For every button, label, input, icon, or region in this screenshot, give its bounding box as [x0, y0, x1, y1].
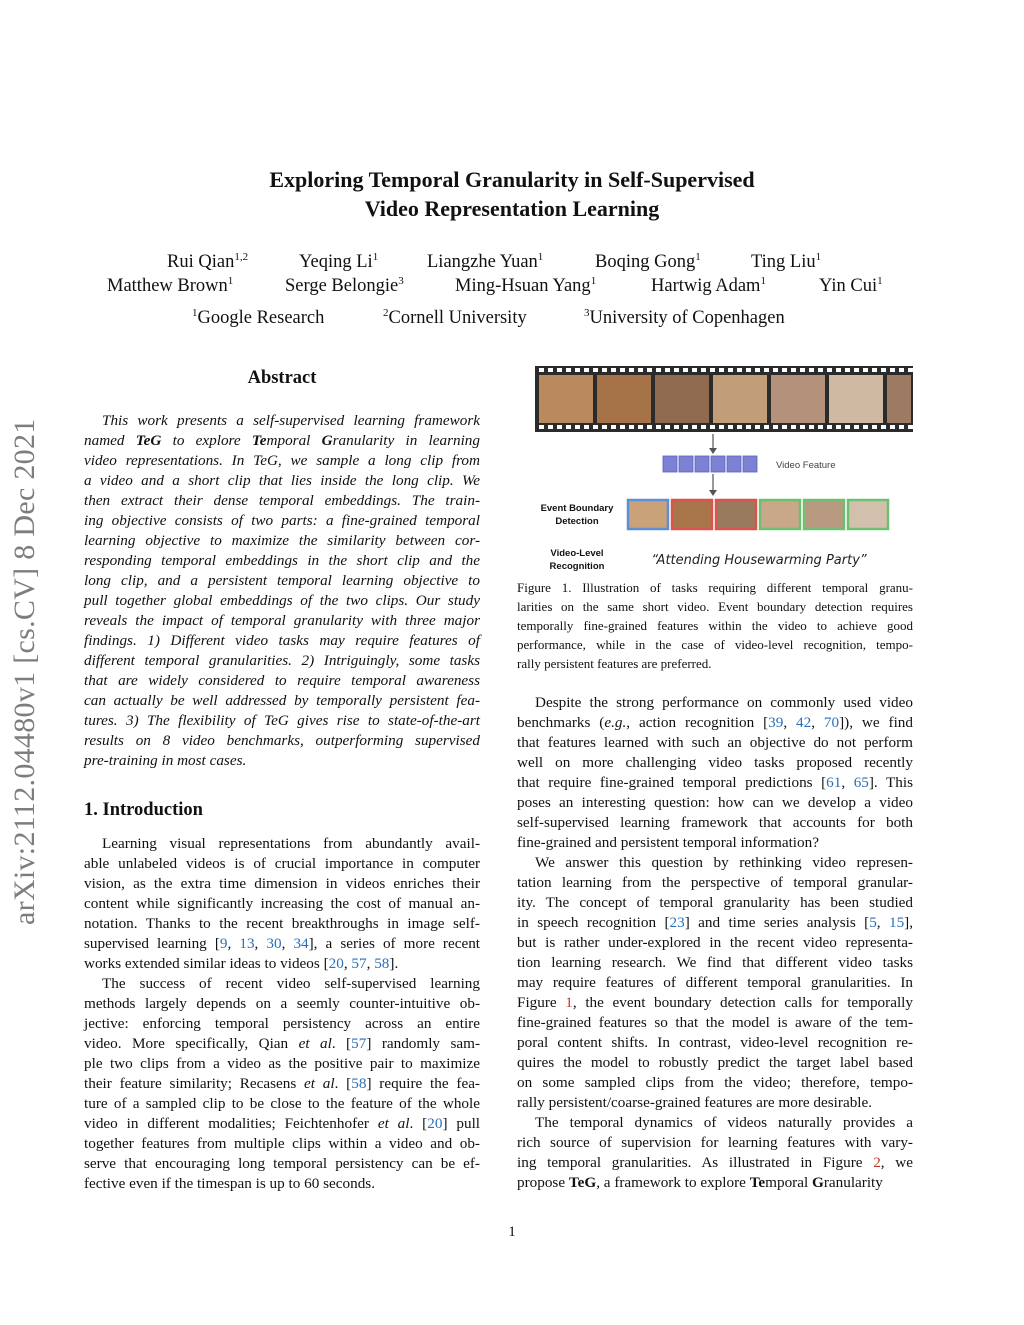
sprocket-hole — [845, 368, 850, 372]
sprocket-hole — [818, 425, 823, 429]
affiliation: $^3$University of Copenhagen — [584, 307, 785, 328]
sprocket-hole — [791, 425, 796, 429]
video-level-label-1: Video-Level — [550, 548, 604, 559]
feature-cell — [727, 456, 741, 472]
text-line: methods largely depends on a seemly counter-intuitive ob- — [84, 995, 480, 1012]
sprocket-hole — [809, 368, 814, 372]
text-line: jective: enforcing temporal persistency across an entire — [84, 1015, 480, 1032]
sprocket-hole — [539, 368, 544, 372]
sprocket-hole — [737, 425, 742, 429]
text-line: then extract their dense temporal embeddings. The train- — [84, 492, 480, 509]
sprocket-hole — [755, 368, 760, 372]
author: Matthew Brown$^1$ — [107, 275, 234, 296]
text-line: Despite the strong performance on commonly used video — [535, 694, 913, 711]
sprocket-hole — [836, 368, 841, 372]
text-line: propose TeG, a framework to explore Temporal Granularity — [517, 1174, 883, 1191]
sprocket-hole — [899, 425, 904, 429]
sprocket-hole — [782, 425, 787, 429]
feature-cell — [743, 456, 757, 472]
sprocket-hole — [908, 425, 913, 429]
text-line: fine-grained and persistent temporal information? — [517, 834, 819, 851]
sprocket-hole — [611, 425, 616, 429]
sprocket-hole — [791, 368, 796, 372]
page-number: 1 — [508, 1224, 516, 1240]
video-feature-label: Video Feature — [776, 460, 836, 471]
text-line: poral content shifts. In contrast, video-level recognition re- — [517, 1034, 913, 1051]
author: Hartwig Adam$^1$ — [651, 275, 766, 296]
text-line: able unlabeled videos is of crucial importance in computer — [84, 855, 480, 872]
sprocket-hole — [782, 368, 787, 372]
sprocket-hole — [674, 425, 679, 429]
feature-cell — [711, 456, 725, 472]
sprocket-hole — [719, 425, 724, 429]
feature-cell — [679, 456, 693, 472]
text-line: reveals the impact of temporal granularity with three major — [84, 612, 480, 629]
sprocket-hole — [611, 368, 616, 372]
text-line: video. More specifically, Qian et al. [57] randomly sam- — [84, 1035, 481, 1052]
sprocket-hole — [629, 368, 634, 372]
author: Yeqing Li$^1$ — [299, 251, 379, 272]
sprocket-hole — [566, 425, 571, 429]
sprocket-hole — [809, 425, 814, 429]
text-line: poses an interesting question: how can we develop a video — [517, 794, 913, 811]
text-line: tation learning from the perspective of temporal granular- — [517, 874, 913, 891]
sprocket-hole — [728, 425, 733, 429]
author: Ting Liu$^1$ — [751, 251, 822, 272]
text-line: learning objective to maximize the similarity between cor- — [84, 532, 480, 549]
sprocket-hole — [575, 425, 580, 429]
text-line: benchmarks (e.g., action recognition [39, 42, 70]), we find — [517, 714, 913, 731]
text-line: The success of recent video self-supervised learning — [102, 975, 480, 992]
text-line: ple two clips from a video as the positive pair to maximize — [84, 1055, 480, 1072]
text-line: that features learned with such an objective do not perform — [517, 734, 913, 751]
video-level-label-2: Recognition — [549, 561, 605, 572]
text-line: notation. Thanks to the recent breakthroughs in image self- — [84, 915, 480, 932]
text-line: This work presents a self-supervised learning framework — [102, 412, 480, 429]
text-line: ture of a sampled clip to be close to the feature of the whole — [84, 1095, 480, 1112]
author: Rui Qian$^{1,2}$ — [167, 251, 249, 272]
sprocket-hole — [674, 368, 679, 372]
sprocket-hole — [845, 425, 850, 429]
text-line: temporally fine-grained features within the video to achieve good — [517, 618, 913, 633]
text-line: self-supervised learning framework that accounts for both — [517, 814, 913, 831]
text-line: ity. The concept of temporal granularity has been studied — [517, 894, 913, 911]
text-line: named TeG to explore Temporal Granularity in learning — [84, 432, 480, 449]
sprocket-hole — [827, 368, 832, 372]
sprocket-hole — [620, 368, 625, 372]
text-line: that are widely considered to require temporal awareness — [84, 672, 480, 689]
text-line: their feature similarity; Recasens et al. [58] require the fea- — [84, 1075, 480, 1092]
sprocket-hole — [746, 368, 751, 372]
text-line: quires the model to robustly predict the target label based — [517, 1054, 913, 1071]
text-line: video in different modalities; Feichtenhofer et al. [20] pull — [84, 1115, 481, 1132]
sprocket-hole — [548, 368, 553, 372]
text-line: can actually be well addressed by temporally persistent fea- — [84, 692, 480, 709]
affiliation: $^2$Cornell University — [383, 307, 527, 328]
right-column-body — [517, 693, 913, 1193]
text-line: results on 8 video benchmarks, outperforming supervised — [84, 732, 480, 749]
text-line: on some sampled clips from the video; therefore, tempo- — [517, 1074, 913, 1091]
sprocket-hole — [557, 425, 562, 429]
text-line: video representations. In TeG, we sample a long clip from — [84, 452, 480, 469]
sprocket-hole — [728, 368, 733, 372]
text-line: fective even if the timespan is up to 60 seconds. — [84, 1175, 376, 1192]
sprocket-hole — [854, 368, 859, 372]
sprocket-hole — [755, 425, 760, 429]
sprocket-hole — [737, 368, 742, 372]
sprocket-hole — [764, 368, 769, 372]
text-line: Learning visual representations from abundantly avail- — [102, 835, 480, 852]
text-line: The temporal dynamics of videos naturally provides a — [535, 1114, 913, 1131]
sprocket-hole — [602, 425, 607, 429]
paper-title — [0, 165, 1024, 223]
sprocket-hole — [908, 368, 913, 372]
text-line: pre-training in most cases. — [84, 752, 247, 769]
sprocket-hole — [818, 368, 823, 372]
sprocket-hole — [773, 425, 778, 429]
abstract-heading: Abstract — [247, 368, 317, 388]
sprocket-hole — [692, 425, 697, 429]
sprocket-hole — [872, 425, 877, 429]
feature-cell — [695, 456, 709, 472]
text-line: different temporal granularities. 2) Intriguingly, some tasks — [84, 652, 480, 669]
sprocket-hole — [746, 425, 751, 429]
sprocket-hole — [701, 368, 706, 372]
figure-1-diagram — [517, 360, 917, 575]
sprocket-hole — [584, 425, 589, 429]
sprocket-hole — [764, 425, 769, 429]
text-line: supervised learning [9, 13, 30, 34], a series of more recent — [84, 935, 481, 952]
sprocket-hole — [575, 368, 580, 372]
sprocket-hole — [566, 368, 571, 372]
text-line: that require fine-grained temporal predictions [61, 65]. This — [517, 774, 913, 791]
text-line: long clip, and a persistent temporal learning objective to — [84, 572, 480, 589]
text-line: findings. 1) Different video tasks may require features of — [84, 632, 480, 649]
arxiv-stamp: arXiv:2112.04480v1 [cs.CV] 8 Dec 2021 — [8, 418, 41, 925]
sprocket-hole — [548, 425, 553, 429]
title-line-1: Exploring Temporal Granularity in Self-Supervised — [269, 167, 755, 192]
sprocket-hole — [593, 425, 598, 429]
text-line: responding temporal embeddings in the short clip and the — [84, 552, 480, 569]
sprocket-hole — [881, 425, 886, 429]
text-line: may require features of different temporal granularities. In — [517, 974, 913, 991]
sprocket-hole — [836, 425, 841, 429]
arrow-head-icon — [709, 490, 717, 496]
sprocket-hole — [890, 368, 895, 372]
sprocket-hole — [719, 368, 724, 372]
event-boundary-label-1: Event Boundary — [540, 503, 614, 514]
text-line: rich source of supervision for learning features with vary- — [517, 1134, 913, 1151]
text-line: works extended similar ideas to videos [20, 57, 58]. — [84, 955, 399, 972]
sprocket-hole — [647, 425, 652, 429]
text-line: Figure 1, the event boundary detection calls for temporally — [517, 994, 913, 1011]
sprocket-hole — [710, 368, 715, 372]
text-line: a video and a short clip that lies inside the long clip. We — [84, 472, 480, 489]
event-thumbnails — [628, 500, 888, 529]
sprocket-hole — [863, 425, 868, 429]
text-line: We answer this question by rethinking video represen- — [535, 854, 913, 871]
text-line: ing temporal granularities. As illustrated in Figure 2, we — [517, 1154, 913, 1171]
video-feature-bar — [663, 456, 757, 472]
sprocket-hole — [584, 368, 589, 372]
text-line: fine-grained features so that the model is aware of the tem- — [517, 1014, 913, 1031]
sprocket-hole — [872, 368, 877, 372]
figure-1-caption — [517, 578, 913, 673]
feature-cell — [663, 456, 677, 472]
sprocket-hole — [557, 368, 562, 372]
sprocket-hole — [683, 425, 688, 429]
sprocket-hole — [638, 425, 643, 429]
text-line: Figure 1. Illustration of tasks requiring different temporal granu- — [517, 580, 913, 595]
text-line: pull together global embeddings of the two clips. Our study — [84, 592, 480, 609]
sprocket-hole — [629, 425, 634, 429]
author: Serge Belongie$^3$ — [285, 275, 404, 296]
intro-body — [84, 834, 480, 1194]
recognition-quote: “Attending Housewarming Party” — [651, 553, 867, 568]
sprocket-hole — [899, 368, 904, 372]
sprocket-hole — [593, 368, 598, 372]
sprocket-hole — [701, 425, 706, 429]
text-line: well on more challenging video tasks proposed recently — [517, 754, 913, 771]
figure-1 — [517, 360, 917, 575]
sprocket-hole — [665, 425, 670, 429]
text-line: but is rather under-explored in the recent video representa- — [517, 934, 913, 951]
author: Ming-Hsuan Yang$^1$ — [455, 275, 597, 296]
sprocket-hole — [800, 425, 805, 429]
text-line: rally persistent features are preferred. — [517, 656, 712, 671]
text-line: vision, as the extra time dimension in videos enriches their — [84, 875, 480, 892]
sprocket-hole — [710, 425, 715, 429]
sprocket-hole — [881, 368, 886, 372]
abstract-body — [84, 411, 480, 771]
title-line-2: Video Representation Learning — [364, 196, 660, 221]
text-line: tures. 3) The flexibility of TeG gives rise to state-of-the-art — [84, 712, 480, 729]
sprocket-hole — [656, 368, 661, 372]
arrow-head-icon — [709, 448, 717, 454]
text-line: content while significantly increasing the cost of manual an- — [84, 895, 480, 912]
sprocket-hole — [620, 425, 625, 429]
author: Liangzhe Yuan$^1$ — [427, 251, 544, 272]
sprocket-hole — [773, 368, 778, 372]
sprocket-hole — [602, 368, 607, 372]
sprocket-hole — [863, 368, 868, 372]
sprocket-hole — [854, 425, 859, 429]
author: Yin Cui$^1$ — [819, 275, 883, 296]
sprocket-hole — [890, 425, 895, 429]
affiliation: $^1$Google Research — [192, 307, 325, 328]
sprocket-hole — [800, 368, 805, 372]
sprocket-hole — [647, 368, 652, 372]
text-line: larities on the same short video. Event boundary detection requires — [517, 599, 913, 614]
sprocket-hole — [539, 425, 544, 429]
text-line: together features from multiple clips within a video and ob- — [84, 1135, 480, 1152]
sprocket-hole — [665, 368, 670, 372]
sprocket-hole — [656, 425, 661, 429]
text-line: ing objective consists of two parts: a fine-grained temporal — [84, 512, 480, 529]
sprocket-hole — [827, 425, 832, 429]
sprocket-hole — [683, 368, 688, 372]
author: Boqing Gong$^1$ — [595, 251, 701, 272]
text-line: performance, while in the case of video-level recognition, tempo- — [517, 637, 913, 652]
text-line: tion learning research. We find that different video tasks — [517, 954, 913, 971]
sprocket-hole — [692, 368, 697, 372]
sprocket-hole — [638, 368, 643, 372]
event-boundary-label-2: Detection — [555, 516, 599, 527]
text-line: serve that encouraging long temporal persistency can be ef- — [84, 1155, 480, 1172]
text-line: in speech recognition [23] and time series analysis [5, 15], — [517, 914, 914, 931]
intro-heading: 1. Introduction — [84, 800, 203, 820]
text-line: rally persistent/coarse-grained features are more desirable. — [517, 1094, 873, 1111]
